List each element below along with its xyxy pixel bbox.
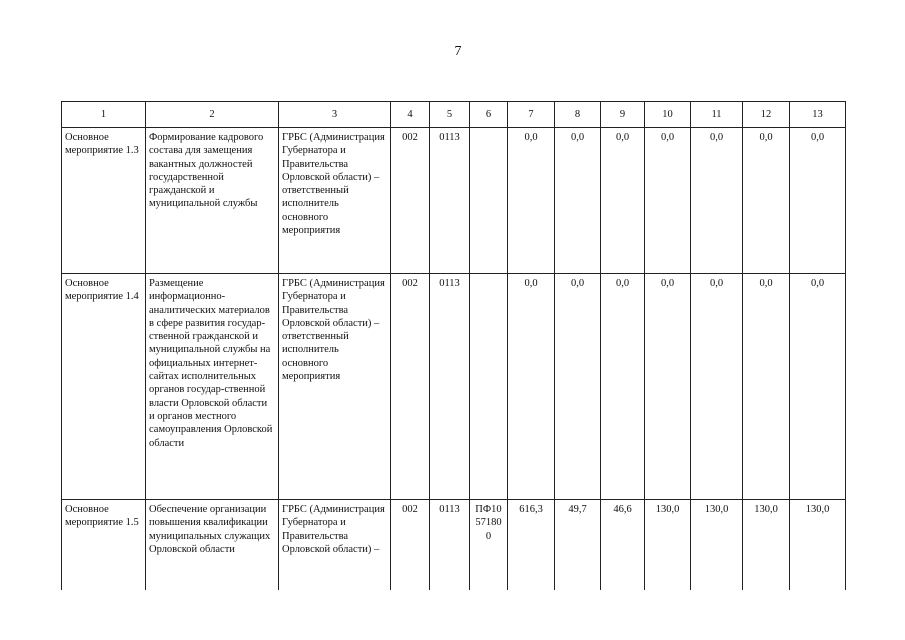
value-cell: 130,0 (743, 500, 790, 591)
value-cell: 46,6 (601, 500, 645, 591)
value-cell: 0,0 (645, 274, 691, 500)
value-cell: 0,0 (508, 128, 555, 274)
budget-table (61, 101, 846, 590)
description-cell: Формирование кадрового состава для замещения вакантных должностей государственной гражданской и муниципальной службы (146, 128, 279, 274)
section-code-cell: 0113 (430, 500, 470, 591)
column-header: 9 (601, 102, 645, 128)
value-cell: 0,0 (790, 128, 846, 274)
value-cell: 0,0 (743, 128, 790, 274)
activity-cell: Основное мероприятие 1.5 (62, 500, 146, 591)
executor-cell: ГРБС (Администрация Губернатора и Правительства Орловской области) – ответственный исполнитель основного мероприятия (279, 128, 391, 274)
grbs-code-cell: 002 (391, 274, 430, 500)
executor-cell: ГРБС (Администрация Губернатора и Правительства Орловской области) – ответственный исполнитель основного мероприятия (279, 274, 391, 500)
table-row (62, 128, 846, 274)
table-row (62, 500, 846, 591)
column-header: 8 (555, 102, 601, 128)
column-header: 13 (790, 102, 846, 128)
value-cell: 130,0 (790, 500, 846, 591)
target-code-cell (470, 128, 508, 274)
column-header: 2 (146, 102, 279, 128)
value-cell: 0,0 (691, 128, 743, 274)
page-number: 7 (454, 44, 462, 59)
grbs-code-cell: 002 (391, 500, 430, 591)
table-row (62, 274, 846, 500)
value-cell: 0,0 (508, 274, 555, 500)
target-code-cell: ПФ10571800 (470, 500, 508, 591)
value-cell: 0,0 (691, 274, 743, 500)
value-cell: 616,3 (508, 500, 555, 591)
table-header-row (62, 102, 846, 128)
target-code-cell (470, 274, 508, 500)
value-cell: 0,0 (645, 128, 691, 274)
column-header: 7 (508, 102, 555, 128)
value-cell: 0,0 (601, 128, 645, 274)
value-cell: 130,0 (691, 500, 743, 591)
value-cell: 0,0 (743, 274, 790, 500)
value-cell: 0,0 (555, 128, 601, 274)
grbs-code-cell: 002 (391, 128, 430, 274)
column-header: 1 (62, 102, 146, 128)
column-header: 3 (279, 102, 391, 128)
column-header: 4 (391, 102, 430, 128)
description-cell: Обеспечение организации повышения квалификации муниципальных служащих Орловской области (146, 500, 279, 591)
value-cell: 0,0 (790, 274, 846, 500)
section-code-cell: 0113 (430, 128, 470, 274)
column-header: 6 (470, 102, 508, 128)
section-code-cell: 0113 (430, 274, 470, 500)
column-header: 10 (645, 102, 691, 128)
column-header: 11 (691, 102, 743, 128)
value-cell: 49,7 (555, 500, 601, 591)
activity-cell: Основное мероприятие 1.3 (62, 128, 146, 274)
value-cell: 130,0 (645, 500, 691, 591)
column-header: 5 (430, 102, 470, 128)
executor-cell: ГРБС (Администрация Губернатора и Правительства Орловской области) – (279, 500, 391, 591)
activity-cell: Основное мероприятие 1.4 (62, 274, 146, 500)
value-cell: 0,0 (555, 274, 601, 500)
value-cell: 0,0 (601, 274, 645, 500)
description-cell: Размещение информационно-аналитических материалов в сфере развития государ-ственной гражданской и муниципальной службы на официальных интернет-сайтах исполнительных органов государ-ственной власти Орловской области и органов местного самоуправления Орловской области (146, 274, 279, 500)
column-header: 12 (743, 102, 790, 128)
